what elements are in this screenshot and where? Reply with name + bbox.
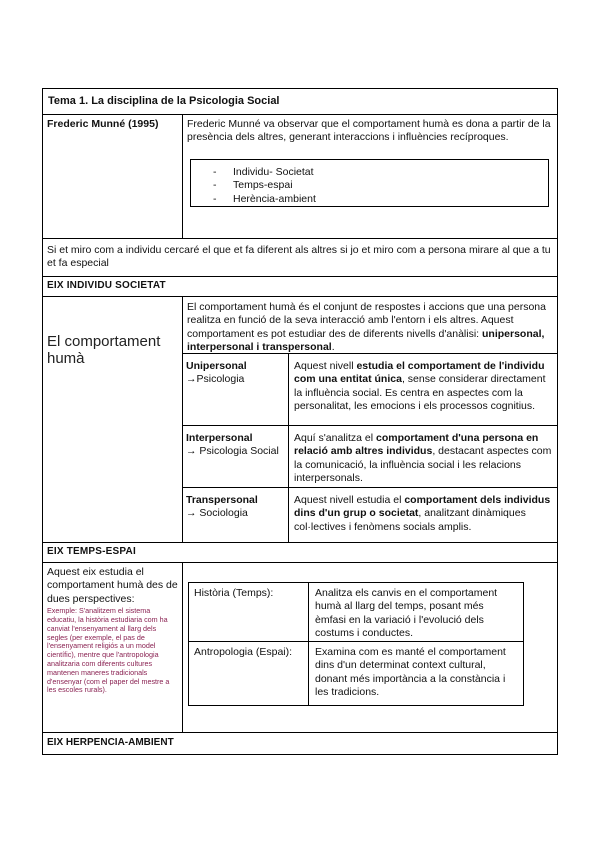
list-item: - Herència-ambient xyxy=(213,192,316,205)
level-name: Transpersonal → Sociologia xyxy=(183,488,289,543)
level-row-unipersonal xyxy=(183,353,557,425)
note-text: Si et miro com a individu cercaré el que et fa diferent als altres si jo et miro com a persona mirare al que a tu et fa especial xyxy=(43,239,557,277)
list-item: - Individu- Societat xyxy=(213,165,314,178)
perspective-name: Antropologia (Espai): xyxy=(189,642,309,705)
level-name: Unipersonal →Psicologia xyxy=(183,354,289,425)
levels-container xyxy=(183,297,557,542)
perspective-name: Història (Temps): xyxy=(189,583,309,641)
table-row xyxy=(189,641,523,705)
perspective-description: Analitza els canvis en el comportament humà al llarg del temps, posant més èmfasi en la variació i l'evolució dels costums i conductes. xyxy=(315,587,498,640)
levels-intro: El comportament humà és el conjunt de respostes i accions que una persona realitza en funció de la seva interacció amb l'entorn i els altres. Aquest comportament es pot estudiar des de diferents nivells d'anàlisi: unipersonal, interpersonal i transpersonal. xyxy=(187,301,546,354)
example-note: Exemple: S'analitzem el sistema educatiu, la història estudiaria com ha canviat l'ensenyament al llarg dels segles (per exemple, el pas de l'ensenyament religiós a un model científic), mentre que l'antropologia analitzaria com diferents cultures mantenen maneres tradicionals d'ensenyar (com el paper del mestre a les escoles rurals). xyxy=(47,606,170,695)
perspectives-container xyxy=(183,563,557,732)
bullet-dash: - xyxy=(213,179,217,192)
temps-espai-left xyxy=(43,563,183,732)
axes-list xyxy=(190,159,549,207)
section-heading-temps-espai: EIX TEMPS-ESPAI xyxy=(43,543,557,563)
bullet-dash: - xyxy=(213,192,217,205)
perspective-description: Examina com es manté el comportament dins d'un determinat context cultural, donant més importància a la constància i les tradicions. xyxy=(315,646,506,699)
list-item: - Temps-espai xyxy=(213,179,293,192)
section-heading-individu-societat: EIX INDIVIDU SOCIETAT xyxy=(43,277,557,297)
document-title: Tema 1. La disciplina de la Psicologia Social xyxy=(43,89,557,115)
level-row-interpersonal xyxy=(183,425,557,487)
level-description: Aquest nivell estudia el comportament de l'individu com una entitat única, sense considerar directament la influència social. Es centra en aspectes com la personalitat, les emocions i els processos cognitius. xyxy=(294,360,546,413)
author-description xyxy=(183,115,557,238)
section-heading-herencia-ambient: EIX HERPENCIA-AMBIENT xyxy=(47,737,174,749)
author-name: Frederic Munné (1995) xyxy=(43,115,183,238)
level-description: Aquest nivell estudia el comportament dels individus dins d'un grup o societat, analitzant dinàmiques col·lectives i fenòmens socials amplis. xyxy=(294,494,551,533)
temps-espai-intro: Aquest eix estudia el comportament humà des de dues perspectives: xyxy=(47,566,178,605)
temps-espai-section xyxy=(43,563,557,733)
bullet-dash: - xyxy=(213,165,217,178)
perspectives-table xyxy=(188,582,524,706)
level-name: Interpersonal → Psicologia Social xyxy=(183,426,289,487)
table-row xyxy=(189,583,523,641)
author-row xyxy=(43,115,557,239)
author-text: Frederic Munné va observar que el comportament humà es dona a partir de la presència dels altres, generant interaccions i influències recíproques. xyxy=(187,118,551,144)
level-row-transpersonal xyxy=(183,487,557,543)
individu-societat-section xyxy=(43,297,557,543)
section-label: El comportament humà xyxy=(43,297,183,542)
notes-table xyxy=(42,88,558,755)
level-description: Aquí s'analitza el comportament d'una persona en relació amb altres individus, destacant aspectes com la comunicació, la influència social i les relacions interpersonals. xyxy=(294,432,552,485)
